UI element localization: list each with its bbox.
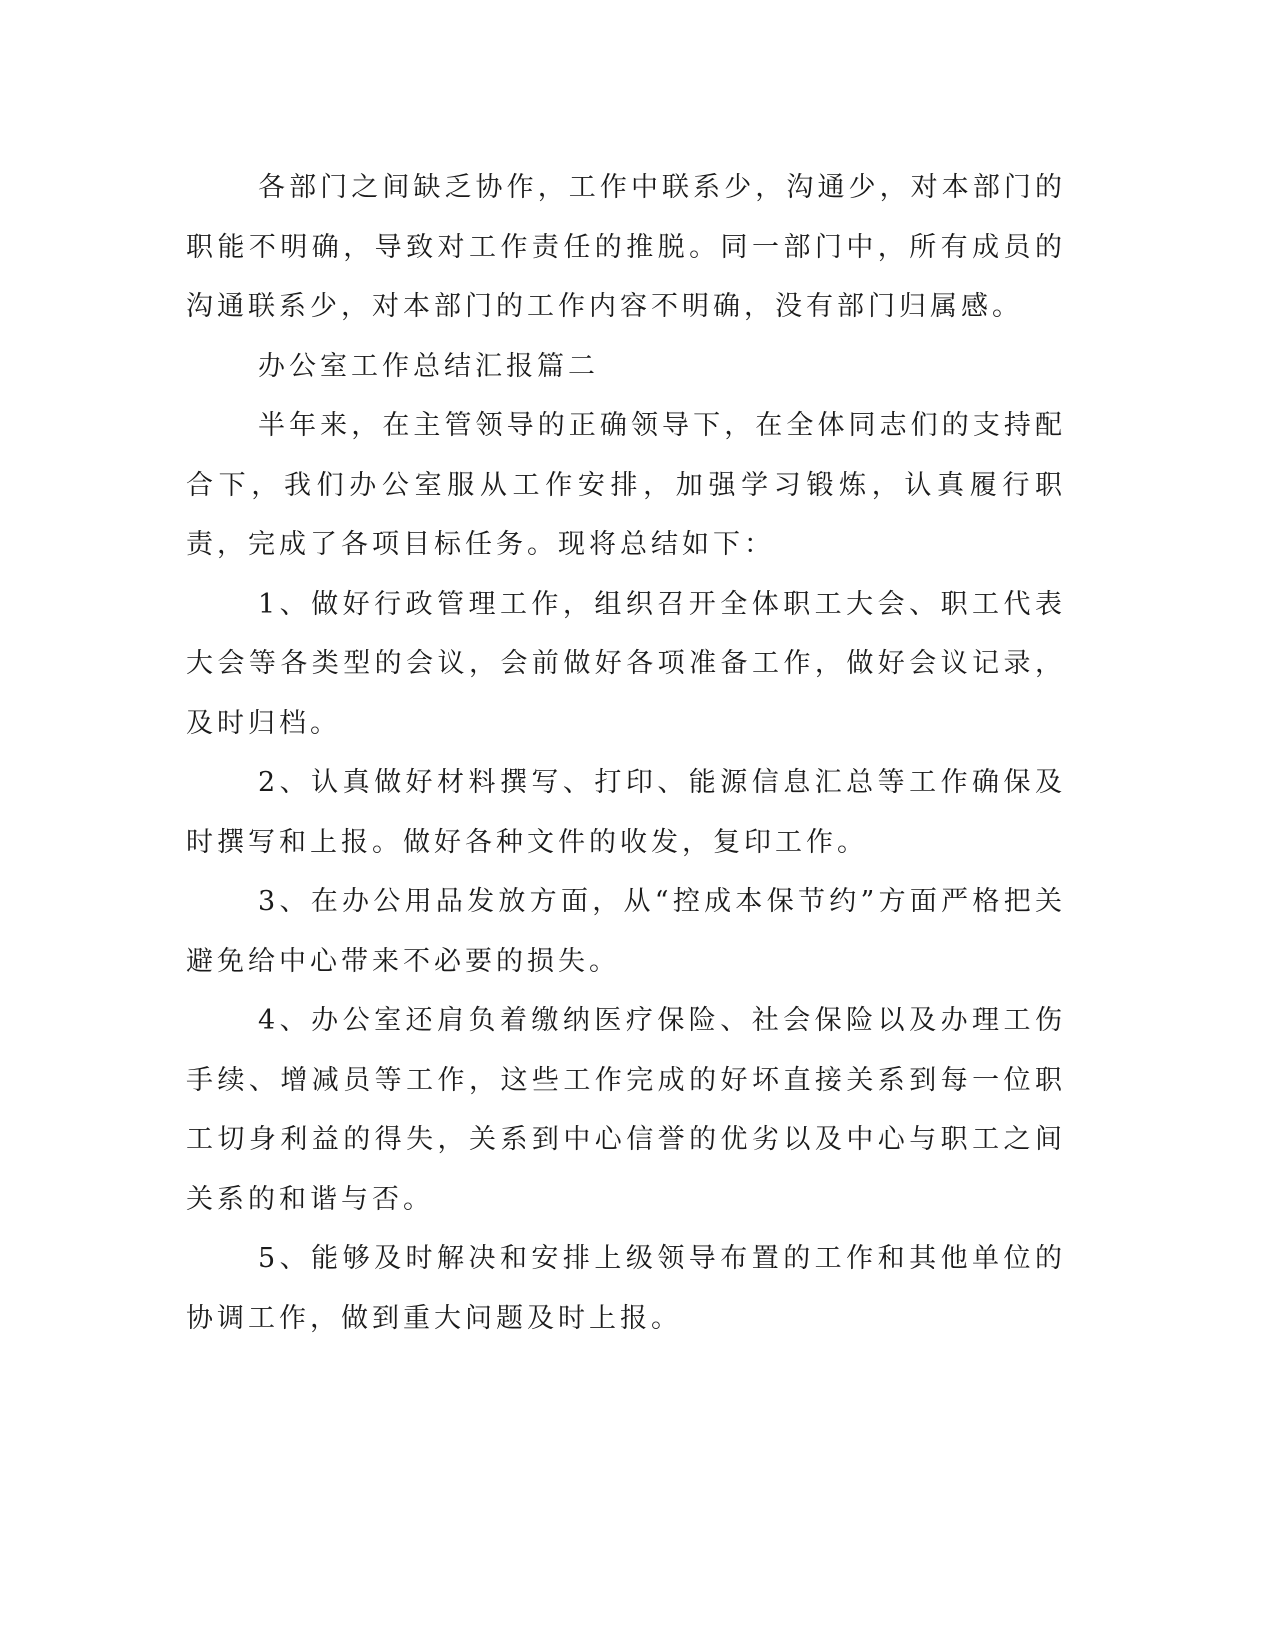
list-item-3: 3、在办公用品发放方面，从“控成本保节约”方面严格把关避免给中心带来不必要的损失。 xyxy=(186,886,1066,977)
paragraph-introduction: 半年来，在主管领导的正确领导下，在全体同志们的支持配合下，我们办公室服从工作安排，加强学习锻炼，认真履行职责，完成了各项目标任务。现将总结如下： xyxy=(186,410,1066,560)
list-item-1: 1、做好行政管理工作，组织召开全体职工大会、职工代表大会等各类型的会议，会前做好各项准备工作，做好会议记录，及时归档。 xyxy=(186,588,1066,739)
document-body xyxy=(186,158,1066,1348)
list-item-5: 5、能够及时解决和安排上级领导布置的工作和其他单位的协调工作，做到重大问题及时上报。 xyxy=(186,1243,1066,1334)
section-heading: 办公室工作总结汇报篇二 xyxy=(258,350,599,382)
paragraph-department-collaboration: 各部门之间缺乏协作，工作中联系少，沟通少，对本部门的职能不明确，导致对工作责任的推脱。同一部门中，所有成员的沟通联系少，对本部门的工作内容不明确，没有部门归属感。 xyxy=(186,172,1066,322)
list-item-4: 4、办公室还肩负着缴纳医疗保险、社会保险以及办理工伤手续、增减员等工作，这些工作完成的好坏直接关系到每一位职工切身利益的得失，关系到中心信誉的优劣以及中心与职工之间关系的和谐与否。 xyxy=(186,1005,1066,1215)
list-item-2: 2、认真做好材料撰写、打印、能源信息汇总等工作确保及时撰写和上报。做好各种文件的收发，复印工作。 xyxy=(186,767,1066,858)
